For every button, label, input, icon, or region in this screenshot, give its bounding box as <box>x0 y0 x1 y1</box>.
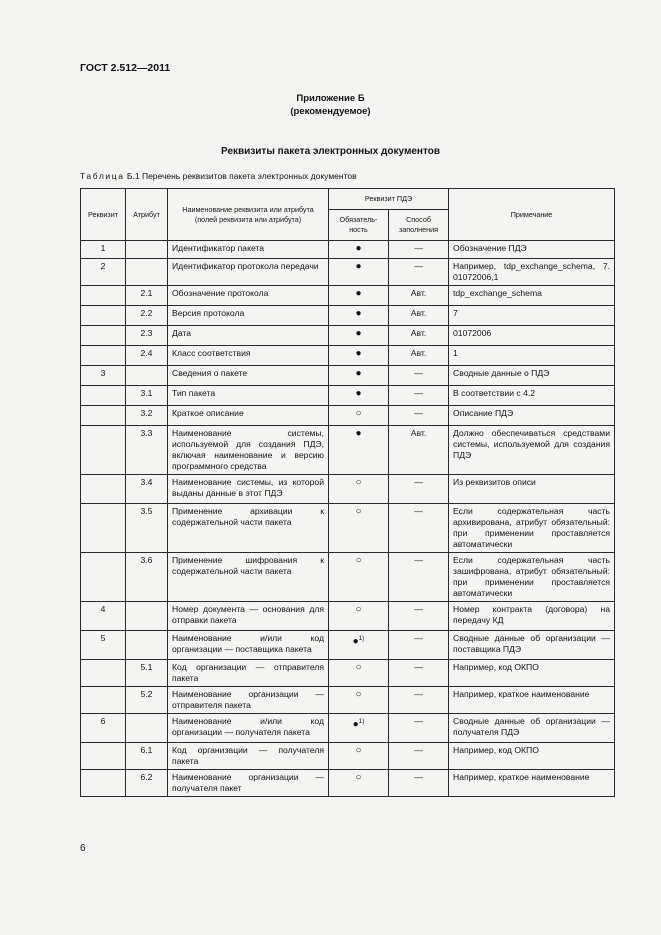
cell-note: Описание ПДЭ <box>449 406 615 426</box>
mandatory-mark: ● <box>355 243 362 254</box>
cell-note: В соответствии с 4.2 <box>449 386 615 406</box>
cell-name: Идентификатор пакета <box>168 241 329 259</box>
table-row <box>81 326 615 346</box>
table-row <box>81 286 615 306</box>
cell-fill-method: — <box>389 553 449 602</box>
cell-mandatory <box>329 286 389 306</box>
cell-note: Номер контракта (договора) на передачу КД <box>449 602 615 631</box>
mandatory-mark: ● <box>355 261 362 272</box>
col-header-attribute: Атрибут <box>126 189 168 241</box>
cell-mandatory <box>329 406 389 426</box>
cell-fill-method: — <box>389 504 449 553</box>
cell-name: Краткое описание <box>168 406 329 426</box>
cell-attribute: 6.1 <box>126 743 168 770</box>
table-row <box>81 504 615 553</box>
col-header-mandatory: Обязатель-ность <box>329 210 389 241</box>
cell-name: Дата <box>168 326 329 346</box>
cell-attribute <box>126 714 168 743</box>
cell-note: Например, tdp_exchange_schema, 7. 01072006,1 <box>449 259 615 286</box>
cell-fill-method: Авт. <box>389 426 449 475</box>
cell-mandatory <box>329 687 389 714</box>
cell-fill-method: — <box>389 687 449 714</box>
mandatory-mark: ○ <box>355 745 362 756</box>
cell-note: Например, код ОКПО <box>449 743 615 770</box>
cell-requisite <box>81 660 126 687</box>
mandatory-mark: ○ <box>355 506 362 517</box>
cell-name: Идентификатор протокола передачи <box>168 259 329 286</box>
cell-note: Например, код ОКПО <box>449 660 615 687</box>
table-caption <box>80 171 357 181</box>
document-code: ГОСТ 2.512—2011 <box>80 62 171 74</box>
cell-attribute: 3.3 <box>126 426 168 475</box>
cell-name: Применение архивации к содержательной части пакета <box>168 504 329 553</box>
cell-mandatory <box>329 426 389 475</box>
cell-fill-method: — <box>389 660 449 687</box>
mandatory-mark: ● <box>352 636 359 647</box>
mandatory-mark: ○ <box>355 689 362 700</box>
appendix-heading <box>0 92 661 118</box>
cell-fill-method: Авт. <box>389 346 449 366</box>
cell-fill-method: Авт. <box>389 326 449 346</box>
col-header-fill-method: Способ заполнения <box>389 210 449 241</box>
table-row <box>81 406 615 426</box>
cell-name: Наименование организации — отправителя пакета <box>168 687 329 714</box>
cell-mandatory <box>329 602 389 631</box>
cell-mandatory <box>329 553 389 602</box>
cell-name: Обозначение протокола <box>168 286 329 306</box>
cell-requisite <box>81 306 126 326</box>
cell-attribute <box>126 366 168 386</box>
cell-attribute: 2.3 <box>126 326 168 346</box>
mandatory-mark: ○ <box>355 477 362 488</box>
cell-fill-method: — <box>389 743 449 770</box>
cell-note: Сводные данные о ПДЭ <box>449 366 615 386</box>
cell-attribute <box>126 602 168 631</box>
cell-name: Версия протокола <box>168 306 329 326</box>
cell-attribute: 3.6 <box>126 553 168 602</box>
cell-requisite <box>81 770 126 797</box>
table-row <box>81 631 615 660</box>
cell-attribute <box>126 259 168 286</box>
cell-attribute <box>126 241 168 259</box>
table-row <box>81 366 615 386</box>
cell-mandatory <box>329 631 389 660</box>
cell-fill-method: — <box>389 631 449 660</box>
cell-requisite <box>81 326 126 346</box>
table-header <box>81 189 615 241</box>
appendix-subtitle: (рекомендуемое) <box>290 106 371 117</box>
cell-note: Должно обеспечиваться средствами системы, используемой для создания ПДЭ <box>449 426 615 475</box>
cell-attribute: 3.5 <box>126 504 168 553</box>
col-header-name: Наименование реквизита или атрибута (полей реквизита или атрибута) <box>168 189 329 241</box>
cell-note: Например, краткое наименование <box>449 687 615 714</box>
cell-note: 1 <box>449 346 615 366</box>
table-row <box>81 770 615 797</box>
cell-mandatory <box>329 386 389 406</box>
cell-name: Код организации — отправителя пакета <box>168 660 329 687</box>
cell-note: Если содержательная часть зашифрована, атрибут обязательный: при применении проставляется автоматически <box>449 553 615 602</box>
cell-note: Из реквизитов описи <box>449 475 615 504</box>
cell-mandatory <box>329 366 389 386</box>
cell-fill-method: — <box>389 406 449 426</box>
requisites-table <box>80 188 615 797</box>
appendix-title: Приложение Б <box>296 93 365 104</box>
cell-fill-method: — <box>389 259 449 286</box>
mandatory-mark: ○ <box>355 555 362 566</box>
cell-requisite <box>81 687 126 714</box>
table-row <box>81 386 615 406</box>
cell-requisite <box>81 386 126 406</box>
cell-mandatory <box>329 326 389 346</box>
caption-prefix: Таблица <box>80 171 125 181</box>
cell-fill-method: — <box>389 602 449 631</box>
cell-requisite <box>81 504 126 553</box>
cell-mandatory <box>329 743 389 770</box>
cell-requisite: 1 <box>81 241 126 259</box>
mandatory-mark: ● <box>355 328 362 339</box>
table-row <box>81 306 615 326</box>
table-row <box>81 660 615 687</box>
cell-mandatory <box>329 241 389 259</box>
cell-requisite <box>81 553 126 602</box>
cell-requisite <box>81 346 126 366</box>
table-row <box>81 241 615 259</box>
cell-note: 01072006 <box>449 326 615 346</box>
cell-requisite <box>81 406 126 426</box>
col-header-note: Примечание <box>449 189 615 241</box>
cell-name: Класс соответствия <box>168 346 329 366</box>
mandatory-mark: ○ <box>355 772 362 783</box>
table-row <box>81 602 615 631</box>
cell-mandatory <box>329 346 389 366</box>
table-row <box>81 259 615 286</box>
section-title: Реквизиты пакета электронных документов <box>221 146 440 157</box>
cell-name: Наименование системы, из которой выданы данные в этот ПДЭ <box>168 475 329 504</box>
cell-requisite <box>81 743 126 770</box>
cell-mandatory <box>329 770 389 797</box>
caption-text: Перечень реквизитов пакета электронных документов <box>141 171 357 181</box>
cell-note: Если содержательная часть архивирована, атрибут обязательный: при применении проставляется автоматически <box>449 504 615 553</box>
col-header-pde-group: Реквизит ПДЭ <box>329 189 449 210</box>
mandatory-mark: ○ <box>355 408 362 419</box>
cell-mandatory <box>329 504 389 553</box>
col-header-requisite: Реквизит <box>81 189 126 241</box>
cell-mandatory <box>329 475 389 504</box>
cell-attribute: 3.4 <box>126 475 168 504</box>
cell-fill-method: — <box>389 241 449 259</box>
cell-name: Сведения о пакете <box>168 366 329 386</box>
footnote-ref: 1) <box>358 718 365 725</box>
cell-mandatory <box>329 259 389 286</box>
cell-name: Тип пакета <box>168 386 329 406</box>
mandatory-mark: ○ <box>355 604 362 615</box>
cell-requisite <box>81 426 126 475</box>
cell-attribute <box>126 631 168 660</box>
cell-fill-method: — <box>389 714 449 743</box>
mandatory-mark: ● <box>355 308 362 319</box>
cell-note: Например, краткое наименование <box>449 770 615 797</box>
cell-attribute: 3.1 <box>126 386 168 406</box>
cell-requisite: 4 <box>81 602 126 631</box>
mandatory-mark: ● <box>355 388 362 399</box>
cell-fill-method: — <box>389 475 449 504</box>
mandatory-mark: ● <box>352 719 359 730</box>
table-row <box>81 687 615 714</box>
table-body <box>81 241 615 797</box>
cell-mandatory <box>329 660 389 687</box>
cell-attribute: 2.1 <box>126 286 168 306</box>
table-row <box>81 714 615 743</box>
cell-note: Сводные данные об организации — поставщика ПДЭ <box>449 631 615 660</box>
cell-name: Номер документа — основания для отправки пакета <box>168 602 329 631</box>
table-row <box>81 553 615 602</box>
cell-attribute: 5.2 <box>126 687 168 714</box>
cell-fill-method: — <box>389 770 449 797</box>
cell-requisite: 3 <box>81 366 126 386</box>
footnote-ref: 1) <box>358 635 365 642</box>
cell-attribute: 5.1 <box>126 660 168 687</box>
cell-requisite: 5 <box>81 631 126 660</box>
table-row <box>81 743 615 770</box>
cell-requisite <box>81 475 126 504</box>
cell-requisite: 6 <box>81 714 126 743</box>
table-row <box>81 426 615 475</box>
cell-requisite: 2 <box>81 259 126 286</box>
cell-name: Код организации — получателя пакета <box>168 743 329 770</box>
cell-mandatory <box>329 306 389 326</box>
cell-fill-method: Авт. <box>389 306 449 326</box>
cell-name: Наименование организации — получателя пакет <box>168 770 329 797</box>
cell-name: Наименование и/или код организации — поставщика пакета <box>168 631 329 660</box>
cell-name: Наименование и/или код организации — получателя пакета <box>168 714 329 743</box>
cell-note: Сводные данные об организации — получателя ПДЭ <box>449 714 615 743</box>
mandatory-mark: ● <box>355 428 362 439</box>
mandatory-mark: ● <box>355 288 362 299</box>
cell-requisite <box>81 286 126 306</box>
cell-name: Применение шифрования к содержательной части пакета <box>168 553 329 602</box>
cell-fill-method: — <box>389 386 449 406</box>
cell-mandatory <box>329 714 389 743</box>
cell-attribute: 2.4 <box>126 346 168 366</box>
caption-number: Б.1 <box>126 171 140 181</box>
cell-note: tdp_exchange_schema <box>449 286 615 306</box>
cell-attribute: 3.2 <box>126 406 168 426</box>
mandatory-mark: ● <box>355 348 362 359</box>
cell-attribute: 2.2 <box>126 306 168 326</box>
cell-fill-method: Авт. <box>389 286 449 306</box>
cell-attribute: 6.2 <box>126 770 168 797</box>
cell-fill-method: — <box>389 366 449 386</box>
page-number: 6 <box>80 843 86 854</box>
mandatory-mark: ● <box>355 368 362 379</box>
mandatory-mark: ○ <box>355 662 362 673</box>
cell-name: Наименование системы, используемой для создания ПДЭ, включая наименование и версию программного средства <box>168 426 329 475</box>
cell-note: 7 <box>449 306 615 326</box>
cell-note: Обозначение ПДЭ <box>449 241 615 259</box>
table-row <box>81 475 615 504</box>
table-row <box>81 346 615 366</box>
